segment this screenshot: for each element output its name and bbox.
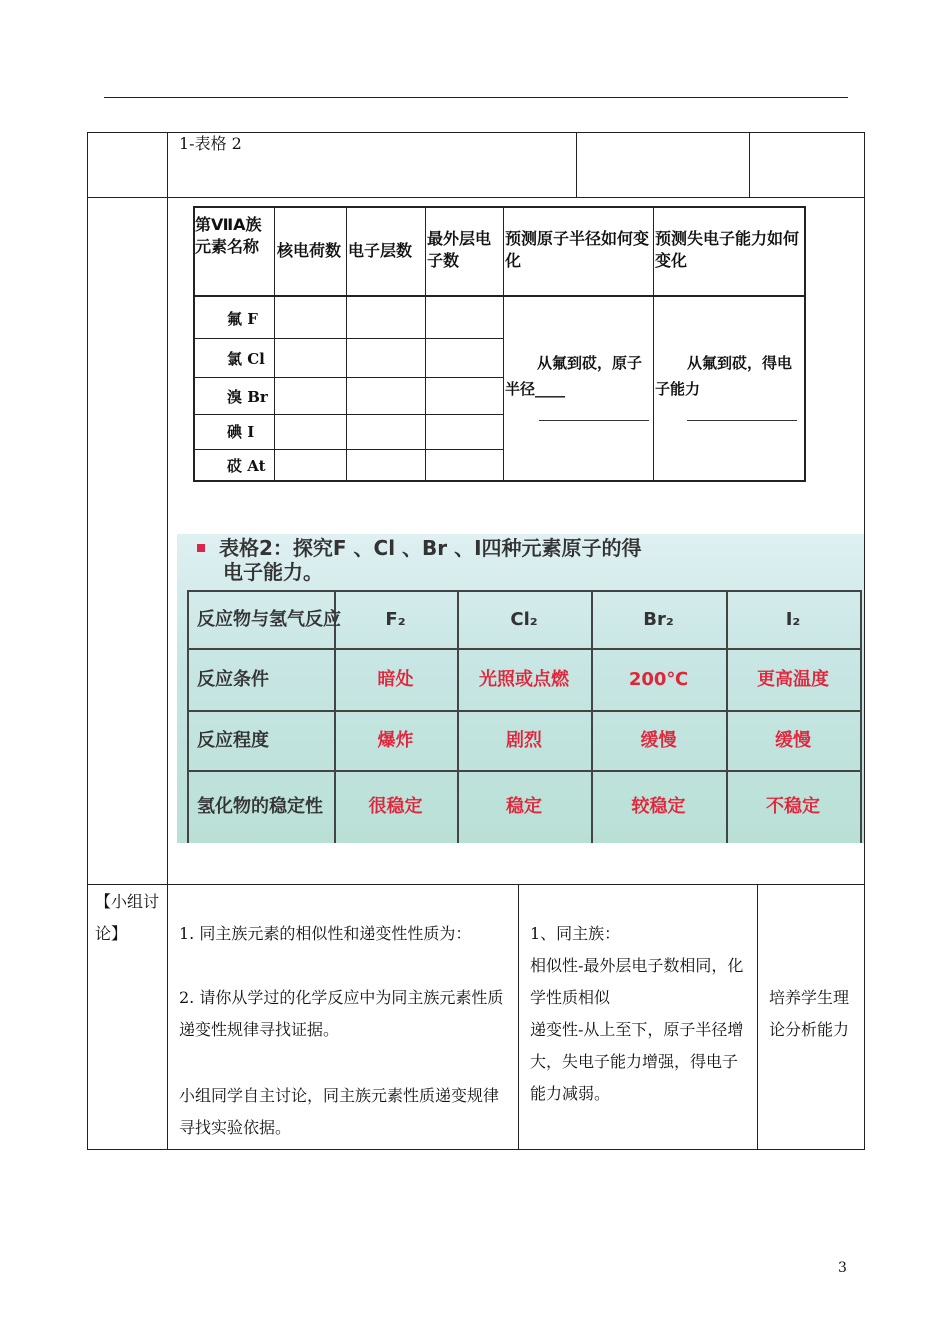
slide-title-line2: 电子能力。 bbox=[223, 560, 323, 584]
table1-header-ability: 预测失电子能力如何变化 bbox=[655, 229, 800, 270]
discussion-answer-similarity: 相似性-最外层电子数相同，化学性质相似 bbox=[530, 956, 744, 1007]
table-border bbox=[518, 884, 519, 1150]
table1-header-charge: 核电荷数 bbox=[277, 241, 342, 260]
table-border bbox=[87, 132, 88, 1150]
bullet-icon bbox=[197, 544, 205, 552]
stability-cl2: 稳定 bbox=[506, 796, 542, 817]
discussion-answer-heading: 1、同主族： bbox=[530, 924, 621, 943]
species-f2: F₂ bbox=[385, 608, 406, 630]
ability-answer-blank bbox=[687, 420, 797, 421]
table-border bbox=[757, 884, 758, 1150]
stability-br2: 较稳定 bbox=[631, 796, 686, 817]
reaction-grid bbox=[187, 590, 862, 843]
species-br2: Br₂ bbox=[643, 608, 674, 630]
halogen-hydrogen-reaction-slide bbox=[177, 534, 864, 843]
stability-i2: 不稳定 bbox=[766, 796, 820, 817]
page-number: 3 bbox=[838, 1260, 847, 1276]
header-rule bbox=[104, 97, 848, 98]
top-row-label: 1-表格 2 bbox=[179, 134, 242, 153]
condition-i2: 更高温度 bbox=[757, 668, 829, 690]
table-border bbox=[576, 132, 577, 198]
condition-br2: 200℃ bbox=[628, 668, 689, 690]
radius-answer-blank bbox=[539, 420, 649, 421]
discussion-question-2: 2. 请你从学过的化学反应中为同主族元素性质递变性规律寻找证据。 bbox=[179, 988, 504, 1039]
table1-header-outer-electrons: 最外层电子数 bbox=[427, 229, 492, 270]
table-border bbox=[87, 884, 865, 885]
reaction-header-label: 反应物与氢气反应 bbox=[197, 608, 341, 630]
ability-prediction-line1: 从氟到砹，得电 bbox=[687, 354, 793, 372]
degree-i2: 缓慢 bbox=[775, 729, 811, 751]
table-border bbox=[864, 132, 865, 1150]
condition-f2: 暗处 bbox=[377, 668, 414, 690]
element-fluorine: 氟 F bbox=[227, 310, 258, 328]
table1-header-layers: 电子层数 bbox=[348, 241, 413, 260]
degree-cl2: 剧烈 bbox=[506, 729, 542, 751]
radius-prediction-line2: 半径____ bbox=[505, 380, 566, 398]
degree-f2: 爆炸 bbox=[377, 729, 414, 751]
element-prediction-table bbox=[193, 206, 805, 482]
ability-prediction-line2: 子能力 bbox=[655, 380, 701, 398]
discussion-label: 【小组讨论】 bbox=[95, 892, 160, 943]
discussion-question-1: 1. 同主族元素的相似性和递变性性质为： bbox=[179, 924, 472, 943]
table-border bbox=[167, 132, 168, 1150]
element-iodine: 碘 I bbox=[227, 423, 255, 441]
slide-title-line1: 表格2：探究F 、Cl 、Br 、I四种元素原子的得 bbox=[219, 536, 642, 560]
discussion-goal: 培养学生理论分析能力 bbox=[769, 988, 850, 1039]
degree-br2: 缓慢 bbox=[640, 729, 677, 751]
element-bromine: 溴 Br bbox=[227, 388, 268, 406]
condition-cl2: 光照或点燃 bbox=[479, 668, 569, 690]
stability-f2: 很稳定 bbox=[368, 796, 423, 817]
discussion-question-3: 小组同学自主讨论，同主族元素性质递变规律寻找实验依据。 bbox=[179, 1086, 500, 1137]
element-astatine: 砹 At bbox=[227, 457, 266, 475]
row-label-condition: 反应条件 bbox=[197, 668, 269, 690]
table1-header-radius: 预测原子半径如何变化 bbox=[505, 229, 650, 270]
table-border bbox=[87, 1149, 865, 1150]
row-label-degree: 反应程度 bbox=[197, 729, 269, 751]
row-label-stability: 氢化物的稳定性 bbox=[197, 796, 323, 817]
element-chlorine: 氯 Cl bbox=[227, 350, 265, 368]
table-border bbox=[749, 132, 750, 198]
species-i2: I₂ bbox=[785, 608, 801, 630]
discussion-answer-trend: 递变性-从上至下，原子半径增大，失电子能力增强，得电子能力减弱。 bbox=[530, 1020, 744, 1103]
radius-prediction-line1: 从氟到砹，原子 bbox=[537, 354, 643, 372]
species-cl2: Cl₂ bbox=[510, 608, 538, 630]
table1-header-element: 第ⅦA族元素名称 bbox=[195, 215, 262, 256]
